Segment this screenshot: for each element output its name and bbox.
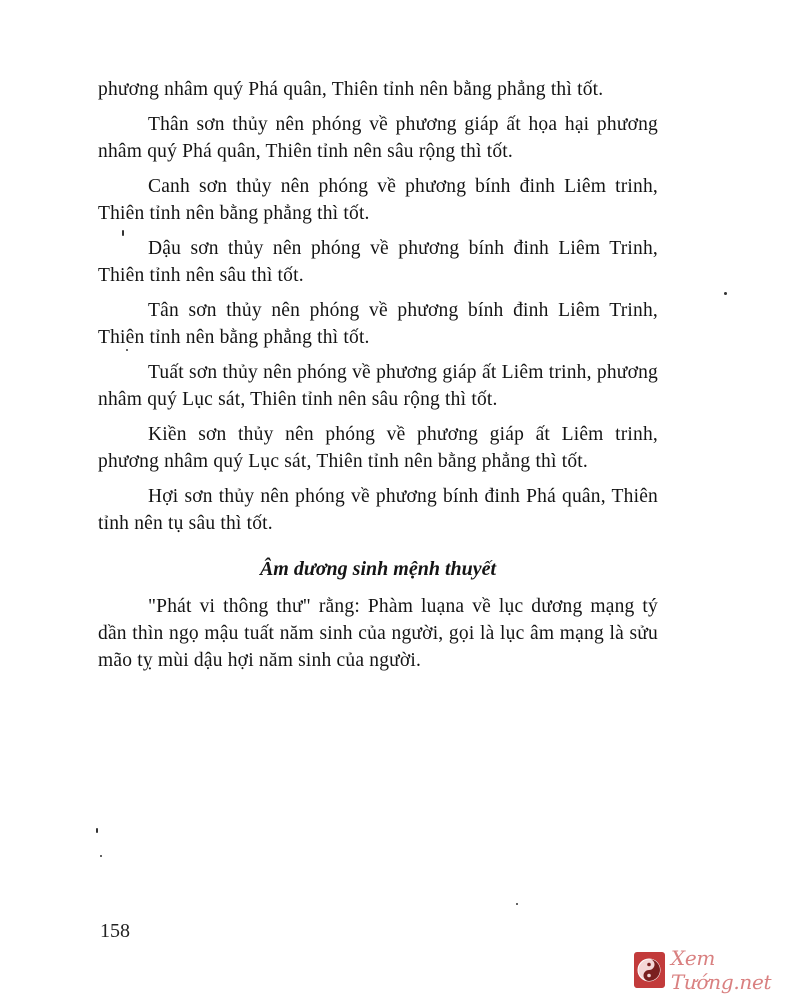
paragraph-phat-vi-thong-thu: "Phát vi thông thư" rằng: Phàm luạna về lục dương mạng tý dần thìn ngọ mậu tuất năm sinh của người, gọi là lục âm mạng là sửu mão tỵ mùi dậu hợi năm sinh của người. [98, 596, 658, 671]
paragraph-than-son: Thân sơn thủy nên phóng về phương giáp ất họa hại phương nhâm quý Phá quân, Thiên tỉnh nên sâu rộng thì tốt. [98, 114, 658, 162]
scan-speck [96, 828, 98, 833]
watermark-text: Xem Tướng.net [670, 946, 772, 994]
paragraph-canh-son: Canh sơn thủy nên phóng về phương bính đinh Liêm trinh, Thiên tỉnh nên bằng phẳng thì tốt. [98, 176, 658, 224]
scan-speck [516, 903, 518, 905]
paragraph-tuat-son: Tuất sơn thủy nên phóng về phương giáp ất Liêm trinh, phương nhâm quý Lục sát, Thiên tỉnh nên sâu rộng thì tốt. [98, 362, 658, 410]
page-number: 158 [100, 920, 130, 942]
paragraph-tan-son: Tân sơn thủy nên phóng về phương bính đinh Liêm Trinh, Thiên tỉnh nên bằng phẳng thì tốt. [98, 300, 658, 348]
paragraph-hoi-son: Hợi sơn thủy nên phóng về phương bính đinh Phá quân, Thiên tỉnh nên tụ sâu thì tốt. [98, 486, 658, 534]
yin-yang-icon [634, 952, 665, 988]
scan-speck [122, 230, 124, 236]
paragraph-continuation: phương nhâm quý Phá quân, Thiên tỉnh nên bằng phẳng thì tốt. [98, 79, 604, 100]
scan-speck [724, 292, 727, 295]
page-body [98, 76, 658, 682]
scan-speck [126, 349, 128, 351]
section-heading: Âm dương sinh mệnh thuyết [259, 558, 497, 580]
paragraph-kien-son: Kiền sơn thủy nên phóng về phương giáp ất Liêm trinh, phương nhâm quý Lục sát, Thiên tỉnh nên bằng phẳng thì tốt. [98, 424, 658, 472]
scan-speck [100, 855, 102, 857]
paragraph-dau-son: Dậu sơn thủy nên phóng về phương bính đinh Liêm Trinh, Thiên tỉnh nên sâu thì tốt. [98, 238, 658, 286]
watermark [634, 946, 800, 994]
